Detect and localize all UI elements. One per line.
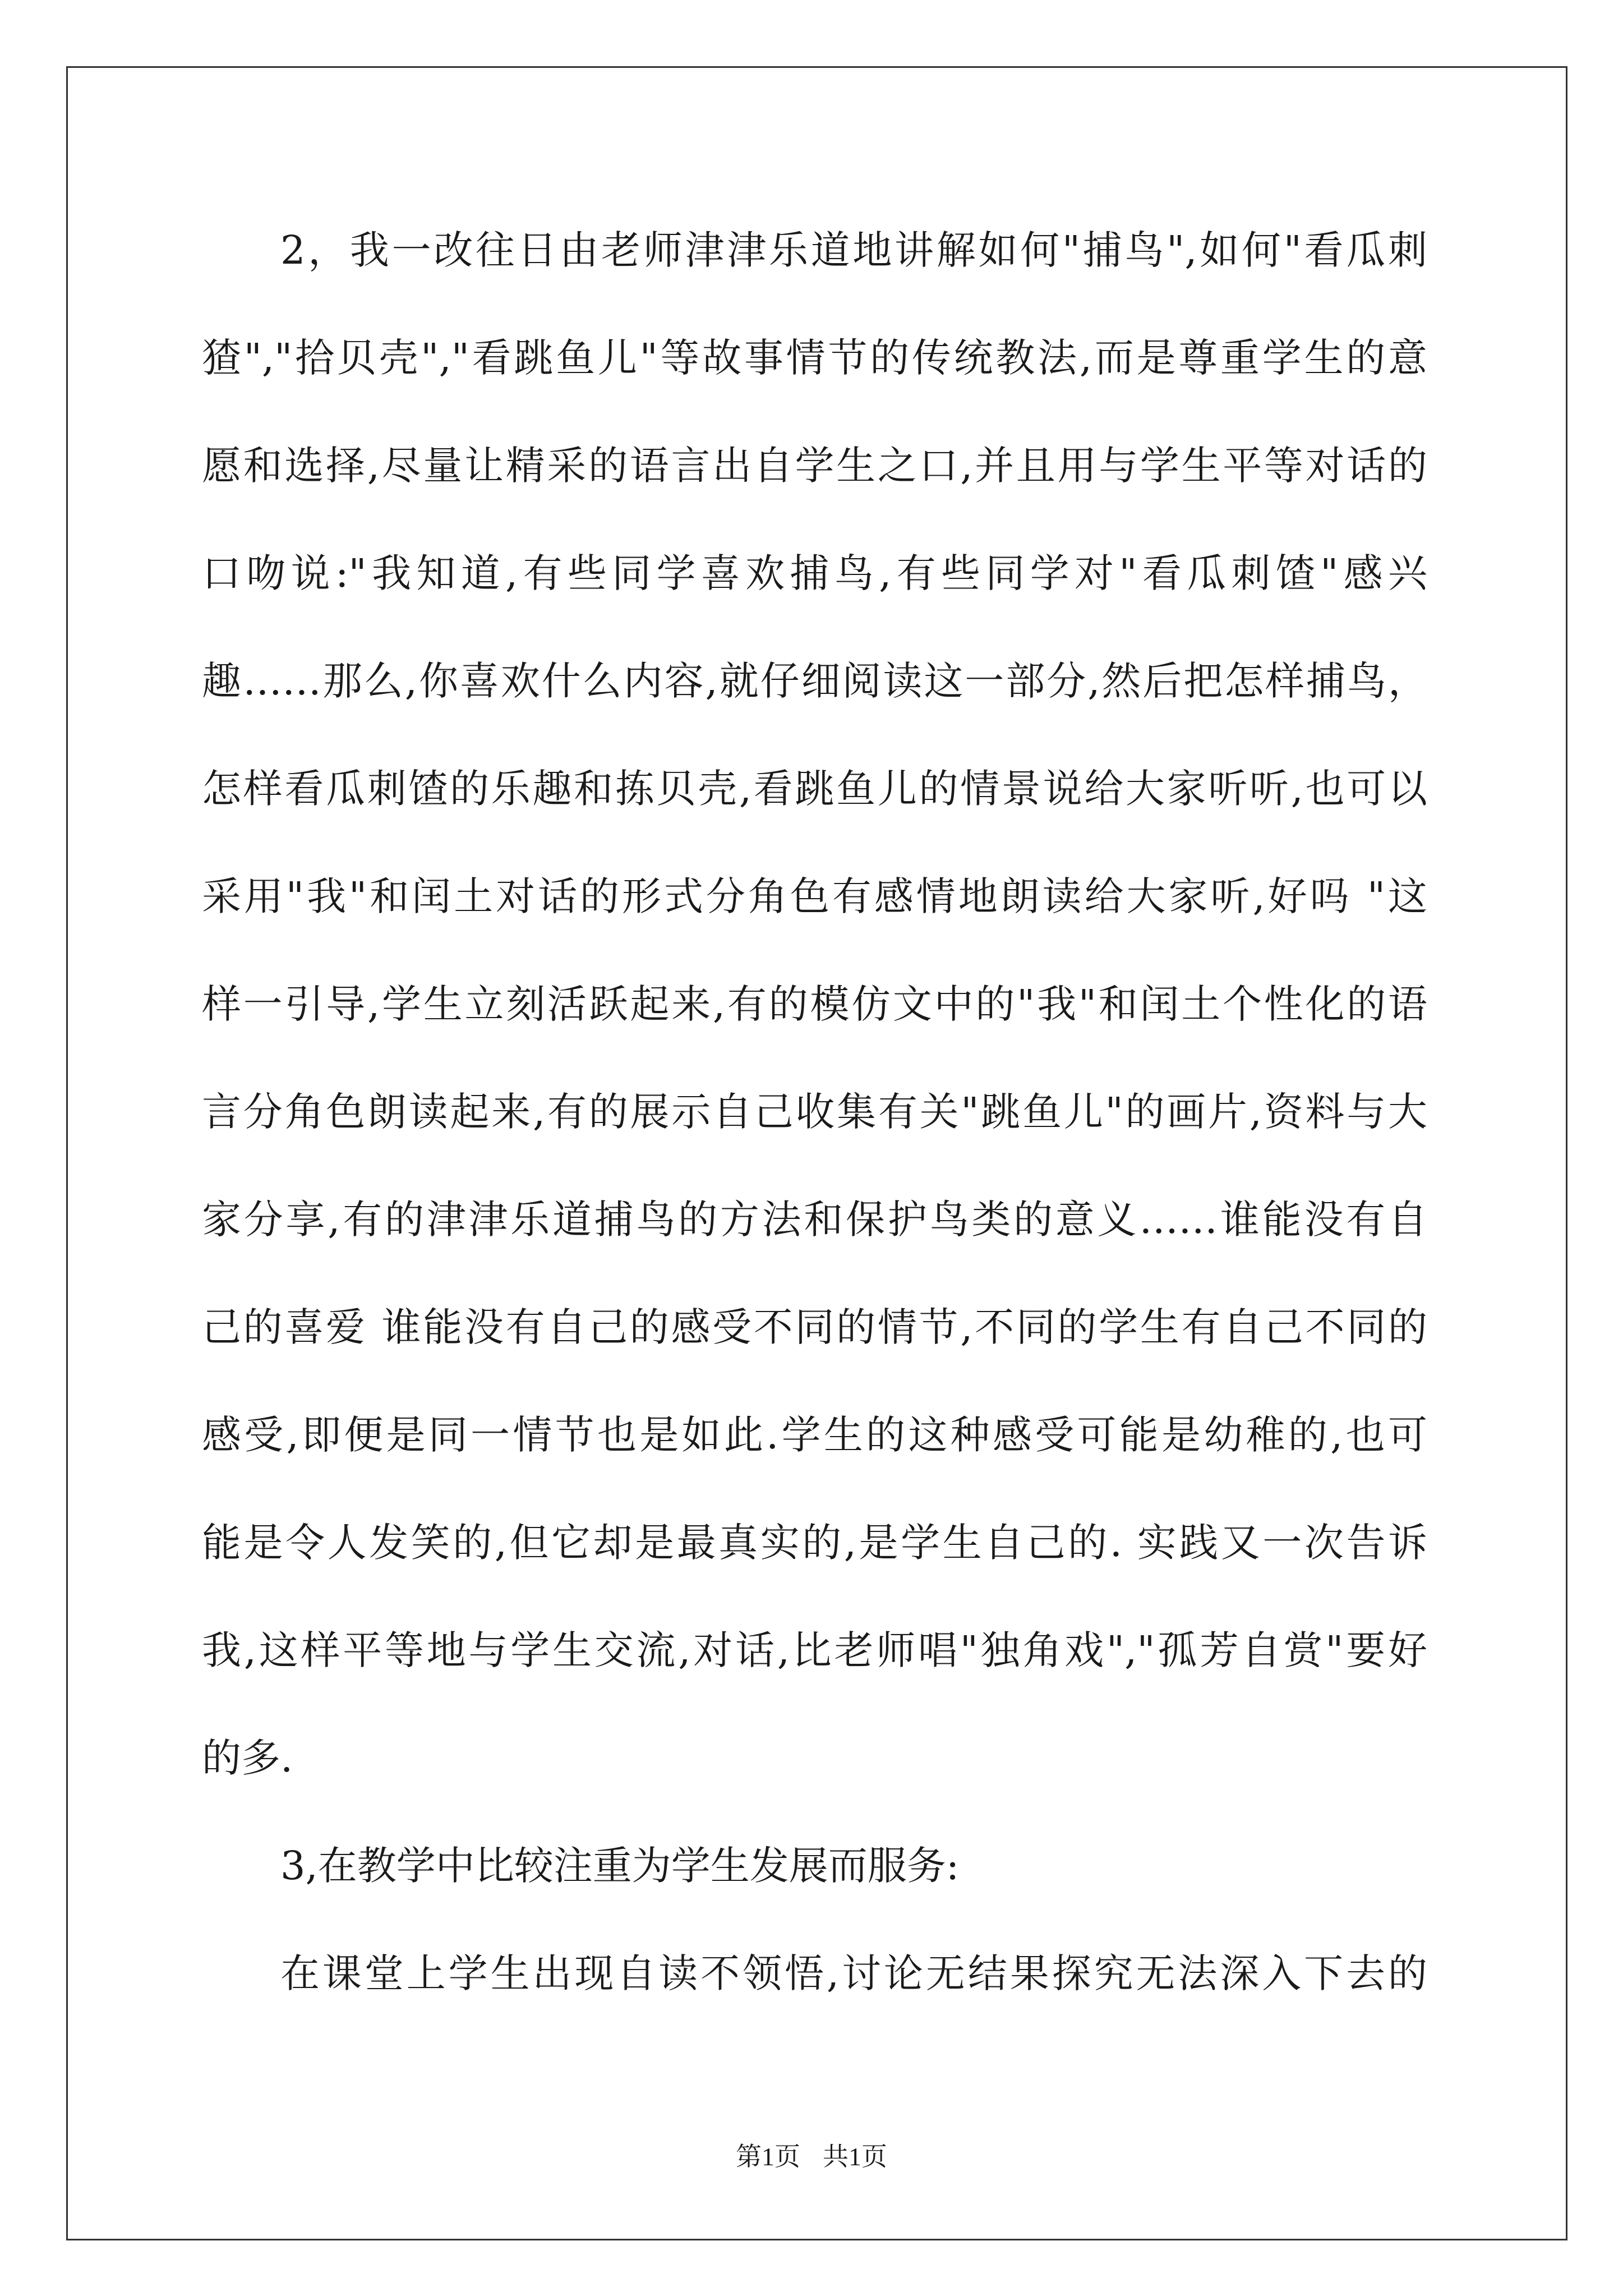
document-body <box>202 196 1427 2027</box>
text-line: 样一引导,学生立刻活跃起来,有的模仿文中的"我"和闰土个性化的语 <box>202 981 1427 1027</box>
text-line: 怎样看瓜刺馇的乐趣和拣贝壳,看跳鱼儿的情景说给大家听听,也可以 <box>202 766 1427 812</box>
page-total: 共1页 <box>823 2142 887 2171</box>
text-line: 3,在教学中比较注重为学生发展而服务: <box>280 1843 960 1889</box>
text-line: 口吻说:"我知道,有些同学喜欢捕鸟,有些同学对"看瓜刺馇"感兴 <box>202 550 1427 596</box>
text-line: 感受,即便是同一情节也是如此.学生的这种感受可能是幼稚的,也可 <box>202 1412 1427 1458</box>
paragraph-1 <box>202 196 1427 1812</box>
paragraph-3 <box>202 1920 1427 2027</box>
text-line: 我,这样平等地与学生交流,对话,比老师唱"独角戏","孤芳自赏"要好 <box>202 1627 1427 1673</box>
text-line: 趣……那么,你喜欢什么内容,就仔细阅读这一部分,然后把怎样捕鸟， <box>202 658 1427 704</box>
page-footer <box>0 2140 1623 2174</box>
text-line: 言分角色朗读起来,有的展示自己收集有关"跳鱼儿"的画片,资料与大 <box>202 1089 1427 1135</box>
text-line: 2，我一改往日由老师津津乐道地讲解如何"捕鸟",如何"看瓜刺 <box>280 227 1427 273</box>
text-line: 己的喜爱 谁能没有自己的感受不同的情节,不同的学生有自己不同的 <box>202 1304 1427 1350</box>
page-number: 第1页 <box>736 2142 800 2171</box>
text-line: 猹","拾贝壳","看跳鱼儿"等故事情节的传统教法,而是尊重学生的意 <box>202 335 1427 381</box>
text-line: 在课堂上学生出现自读不领悟,讨论无结果探究无法深入下去的 <box>280 1950 1427 1996</box>
paragraph-2 <box>202 1812 1427 1920</box>
text-line: 家分享,有的津津乐道捕鸟的方法和保护鸟类的意义……谁能没有自 <box>202 1197 1427 1243</box>
text-line: 采用"我"和闰土对话的形式分角色有感情地朗读给大家听,好吗 "这 <box>202 873 1427 919</box>
text-line: 的多. <box>202 1735 293 1781</box>
text-line: 能是令人发笑的,但它却是最真实的,是学生自己的. 实践又一次告诉 <box>202 1520 1427 1566</box>
text-line: 愿和选择,尽量让精采的语言出自学生之口,并且用与学生平等对话的 <box>202 443 1427 489</box>
